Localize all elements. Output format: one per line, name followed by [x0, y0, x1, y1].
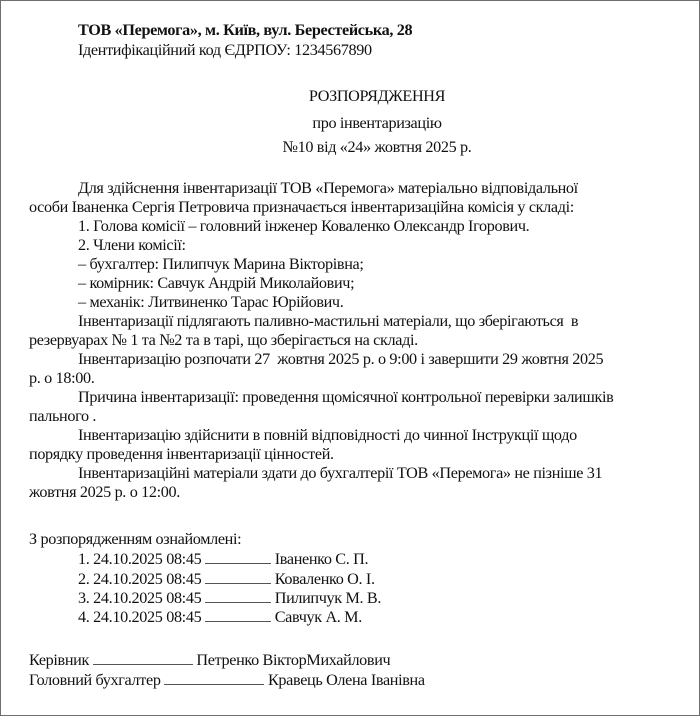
signature-line	[164, 670, 264, 685]
intro-line-1: Для здійснення інвентаризації ТОВ «Перемога» матеріально відповідальної	[78, 179, 578, 197]
acknowledgement-entry	[78, 569, 375, 589]
acknowledgement-heading: З розпорядженням ознайомлені:	[29, 530, 242, 548]
commission-chair: 1. Голова комісії – головний інженер Коваленко Олександр Ігорович.	[78, 217, 530, 235]
entry-datetime: 24.10.2025 08:45	[93, 570, 202, 588]
director-label: Керівник	[29, 651, 89, 669]
signature-line	[205, 569, 271, 584]
commission-member: – комірник: Савчук Андрій Миколайович;	[78, 274, 355, 292]
commission-members-heading: 2. Члени комісії:	[78, 236, 186, 254]
entry-number: 3.	[78, 589, 90, 607]
period-line-2: р. о 18:00.	[29, 369, 95, 387]
compliance-line-1: Інвентаризацію здійснити в повній відповідності до чинної Інструкції щодо	[78, 426, 577, 444]
entry-datetime: 24.10.2025 08:45	[93, 589, 202, 607]
entry-name: Коваленко О. І.	[274, 570, 375, 588]
entry-number: 1.	[78, 550, 90, 568]
commission-member: – бухгалтер: Пилипчук Марина Вікторівна;	[78, 255, 364, 273]
accountant-name: Кравець Олена Іванівна	[267, 671, 425, 689]
commission-member: – механік: Литвиненко Тарас Юрійович.	[78, 293, 344, 311]
signature-line	[205, 549, 271, 564]
subject-line-2: резервуарах № 1 та №2 та в тарі, що зберігається на складі.	[29, 331, 418, 349]
entry-datetime: 24.10.2025 08:45	[93, 550, 202, 568]
entry-name: Іваненко С. П.	[274, 550, 369, 568]
signature-line	[205, 588, 271, 603]
entry-name: Савчук А. М.	[274, 608, 362, 626]
compliance-line-2: порядку проведення інвентаризації цінностей.	[29, 445, 334, 463]
period-line-1: Інвентаризацію розпочати 27 жовтня 2025 р. о 9:00 і завершити 29 жовтня 2025	[78, 350, 604, 368]
reason-line-1: Причина інвентаризації: проведення щомісячної контрольної перевірки залишків	[78, 388, 614, 406]
company-line: ТОВ «Перемога», м. Київ, вул. Берестейська, 28	[78, 21, 413, 39]
accountant-label: Головний бухгалтер	[29, 671, 161, 689]
acknowledgement-entry	[78, 588, 381, 608]
intro-line-2: особи Іваненка Сергія Петровича призначається інвентаризаційна комісія у складі:	[29, 198, 574, 216]
deadline-line-2: жовтня 2025 р. о 12:00.	[29, 483, 180, 501]
edrpou-code-line: Ідентифікаційний код ЄДРПОУ: 1234567890	[78, 41, 372, 59]
entry-number: 4.	[78, 608, 90, 626]
document-subject: про інвентаризацію	[312, 114, 442, 132]
signature-line	[93, 650, 193, 665]
accountant-signature	[29, 670, 425, 690]
acknowledgement-entry	[78, 549, 368, 569]
entry-datetime: 24.10.2025 08:45	[93, 608, 202, 626]
entry-number: 2.	[78, 570, 90, 588]
signature-line	[205, 607, 271, 622]
subject-line-1: Інвентаризації підлягають паливно-мастильні матеріали, що зберігаються в	[78, 312, 579, 330]
document-title: РОЗПОРЯДЖЕННЯ	[308, 87, 446, 105]
reason-line-2: пального .	[29, 407, 97, 425]
director-name: Петренко ВікторМихайлович	[196, 651, 391, 669]
deadline-line-1: Інвентаризаційні матеріали здати до бухгалтерії ТОВ «Перемога» не пізніше 31	[78, 464, 603, 482]
entry-name: Пилипчук М. В.	[274, 589, 382, 607]
document-number-date: №10 від «24» жовтня 2025 р.	[282, 138, 472, 156]
acknowledgement-entry	[78, 607, 362, 627]
director-signature	[29, 650, 390, 670]
